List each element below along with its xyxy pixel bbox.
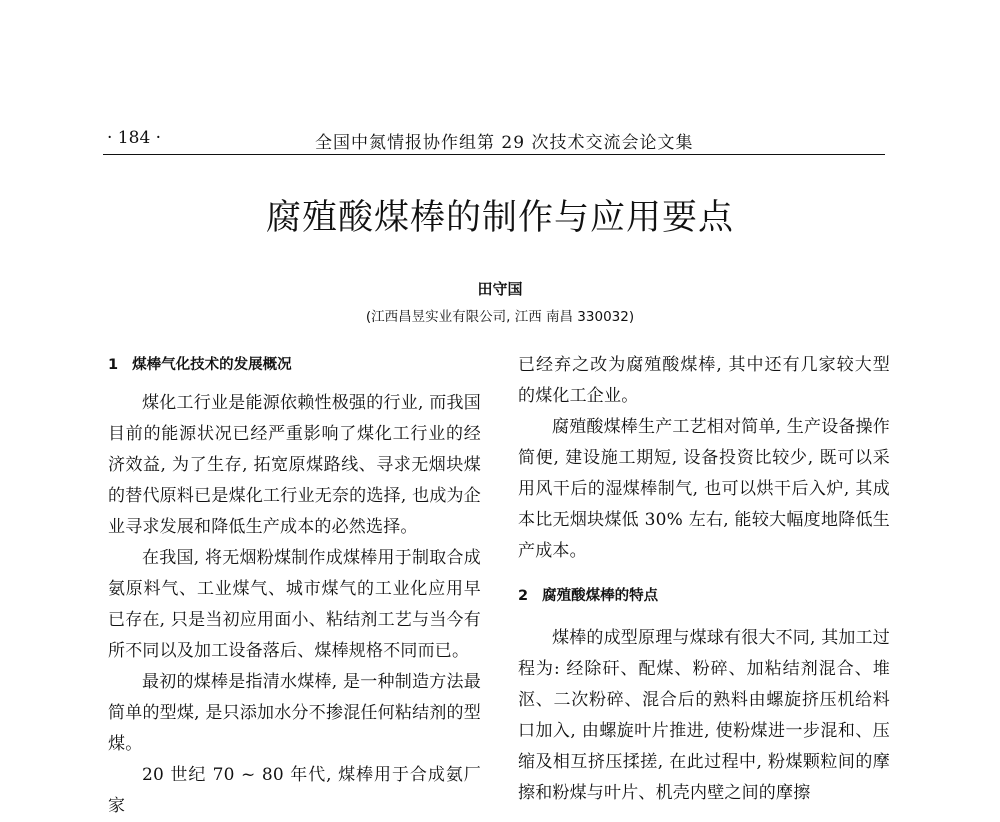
section-2-title: 腐殖酸煤棒的特点: [542, 588, 659, 604]
paragraph: 20 世纪 70 ~ 80 年代, 煤棒用于合成氨厂家: [108, 765, 481, 816]
paragraph: 已经弃之改为腐殖酸煤棒, 其中还有几家较大型的煤化工企业。: [518, 355, 890, 406]
section-2-number: 2: [518, 588, 529, 604]
page-number: · 184 ·: [107, 128, 162, 148]
author-affiliation: (江西昌昱实业有限公司, 江西 南昌 330032): [365, 309, 635, 325]
paragraph: 在我国, 将无烟粉煤制作成煤棒用于制取合成氨原料气、工业煤气、城市煤气的工业化应用早已存在, 只是当初应用面小、粘结剂工艺与当今有所不同以及加工设备落后、煤棒规格不同而已。: [108, 548, 481, 661]
section-1-title: 煤棒气化技术的发展概况: [132, 357, 292, 373]
paragraph: 腐殖酸煤棒生产工艺相对简单, 生产设备操作简便, 建设施工期短, 设备投资比较少, 既可以采用风干后的湿煤棒制气, 也可以烘干后入炉, 其成本比无烟块煤低 30% 左右, 能较大幅度地降低生产成本。: [518, 417, 891, 561]
paragraph: 最初的煤棒是指清水煤棒, 是一种制造方法最简单的型煤, 是只添加水分不掺混任何粘结剂的型煤。: [108, 672, 481, 754]
paragraph: 煤棒的成型原理与煤球有很大不同, 其加工过程为: 经除矸、配煤、粉碎、加粘结剂混合、堆沤、二次粉碎、混合后的熟料由螺旋挤压机给料口加入, 由螺旋叶片推进, 使粉煤进一步混和、压缩及相互挤压揉搓, 在此过程中, 粉煤颗粒间的摩擦和粉煤与叶片、机壳内壁之间的摩擦: [518, 628, 891, 803]
paragraph: 煤化工行业是能源依赖性极强的行业, 而我国目前的能源状况已经严重影响了煤化工行业的经济效益, 为了生存, 拓宽原煤路线、寻求无烟块煤的替代原料已是煤化工行业无奈的选择, 也成为企业寻求发展和降低生产成本的必然选择。: [108, 393, 481, 537]
article-title: 腐殖酸煤棒的制作与应用要点: [265, 198, 734, 238]
author-name: 田守国: [477, 280, 523, 298]
section-1-heading: [108, 350, 481, 380]
right-column: [518, 350, 890, 809]
section-2-heading: [518, 581, 890, 611]
running-header: [103, 124, 885, 155]
section-1-number: 1: [108, 357, 119, 373]
left-column: [108, 350, 481, 822]
journal-title: 全国中氮情报协作组第 29 次技术交流会论文集: [315, 133, 694, 153]
